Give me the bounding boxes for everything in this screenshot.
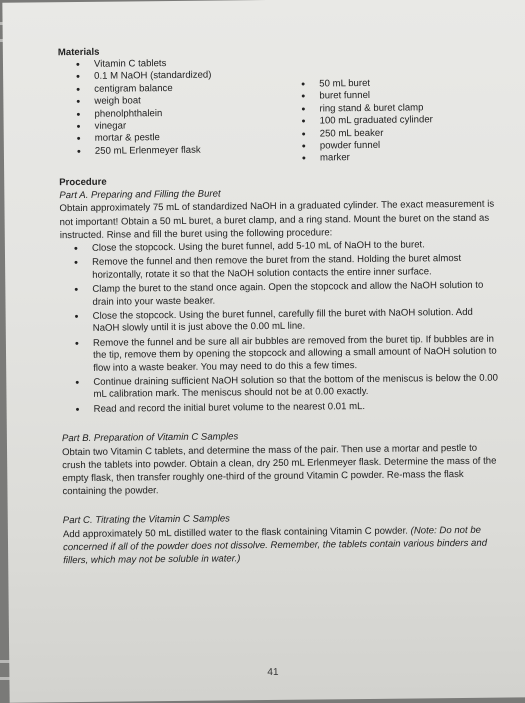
- document-content: [58, 42, 503, 568]
- material-item: • 250 mL Erlenmeyer flask: [77, 144, 212, 158]
- material-item: • ring stand & buret clamp: [301, 102, 432, 116]
- material-item: • mortar & pestle: [77, 132, 212, 146]
- materials-list-right: [301, 77, 433, 165]
- part-c-section: [63, 510, 504, 567]
- part-a-title: Part A. Preparing and Filling the Buret: [59, 188, 221, 202]
- part-b-text: Obtain two Vitamin C tablets, and determine the mass of the pair. Then use a mortar and pestle to crush the tablets into powder. Obtain a clean, dry 250 mL Erlenmeyer flask. Determine the mass of the empty flask, then transfer roughly one-third of the ground Vitamin C powder. Re-mass the flask containing the powder.: [62, 442, 497, 498]
- material-item: • centigram balance: [76, 82, 211, 96]
- material-item: • powder funnel: [302, 139, 433, 153]
- step-item: • Read and record the initial buret volume to the nearest 0.01 mL.: [76, 399, 502, 416]
- material-item: • 250 mL beaker: [302, 127, 433, 141]
- material-item: • 100 mL graduated cylinder: [302, 114, 433, 128]
- material-item: • phenolphthalein: [76, 107, 211, 121]
- part-c-title: Part C. Titrating the Vitamin C Samples: [62, 513, 230, 527]
- materials-heading: Materials: [57, 46, 100, 59]
- material-item: • marker: [302, 152, 433, 166]
- page-number: 41: [267, 666, 279, 679]
- material-item: • 50 mL buret: [301, 77, 432, 91]
- procedure-section: [59, 172, 503, 568]
- material-item: • 0.1 M NaOH (standardized): [76, 70, 211, 84]
- procedure-heading: Procedure: [59, 176, 107, 189]
- material-item: • Vitamin C tablets: [76, 58, 211, 72]
- part-b-section: [62, 428, 503, 499]
- step-item: • Clamp the buret to the stand once again. Open the stopcock and allow the NaOH solution to drain into your waste beaker.: [74, 280, 500, 309]
- step-item: • Continue draining sufficient NaOH solution so that the bottom of the meniscus is below the 0.00 mL calibration mark. The meniscus should not be at 0.00 exactly.: [75, 373, 501, 402]
- step-item: • Remove the funnel and then remove the buret from the stand. Holding the buret almost horizontally, rotate it so that the NaOH solution contacts the entire inner surface.: [74, 253, 500, 282]
- step-item: • Close the stopcock. Using the buret funnel, add 5-10 mL of NaOH to the buret.: [74, 239, 500, 256]
- material-item: • weigh boat: [76, 95, 211, 109]
- step-item: • Close the stopcock. Using the buret funnel, carefully fill the buret with NaOH solution. Add NaOH slowly until it is just above the 0.00 mL line.: [75, 307, 501, 336]
- part-a-intro: Obtain approximately 75 mL of standardized NaOH in a graduated cylinder. The exact measurement is not important! Obtain a 50 mL buret, a buret clamp, and a ring stand. Mount the buret on the stand as instructed. Rinse and fill the buret using the following procedure:: [59, 199, 495, 241]
- step-item: • Remove the funnel and be sure all air bubbles are removed from the buret tip. If bubbles are in the tip, remove them by opening the stopcock and allowing a small amount of NaOH solution to flow into a waste beaker. You may need to do this a few times.: [75, 333, 501, 375]
- document-page: [2, 0, 525, 703]
- part-c-text: [63, 523, 503, 567]
- materials-section: [58, 42, 499, 171]
- part-c-instruction: Add approximately 50 mL distilled water to the flask containing Vitamin C powder.: [62, 525, 411, 540]
- material-item: • buret funnel: [301, 90, 432, 104]
- materials-list-left: [76, 58, 212, 159]
- part-a-steps: [74, 239, 502, 417]
- part-b-title: Part B. Preparation of Vitamin C Samples: [61, 431, 239, 445]
- part-c-note: (Note: Do not be concerned if all of the powder does not dissolve. Remember, the tablets contain various binders and fillers, which may not be soluble in water.): [62, 524, 488, 567]
- material-item: • vinegar: [77, 120, 212, 134]
